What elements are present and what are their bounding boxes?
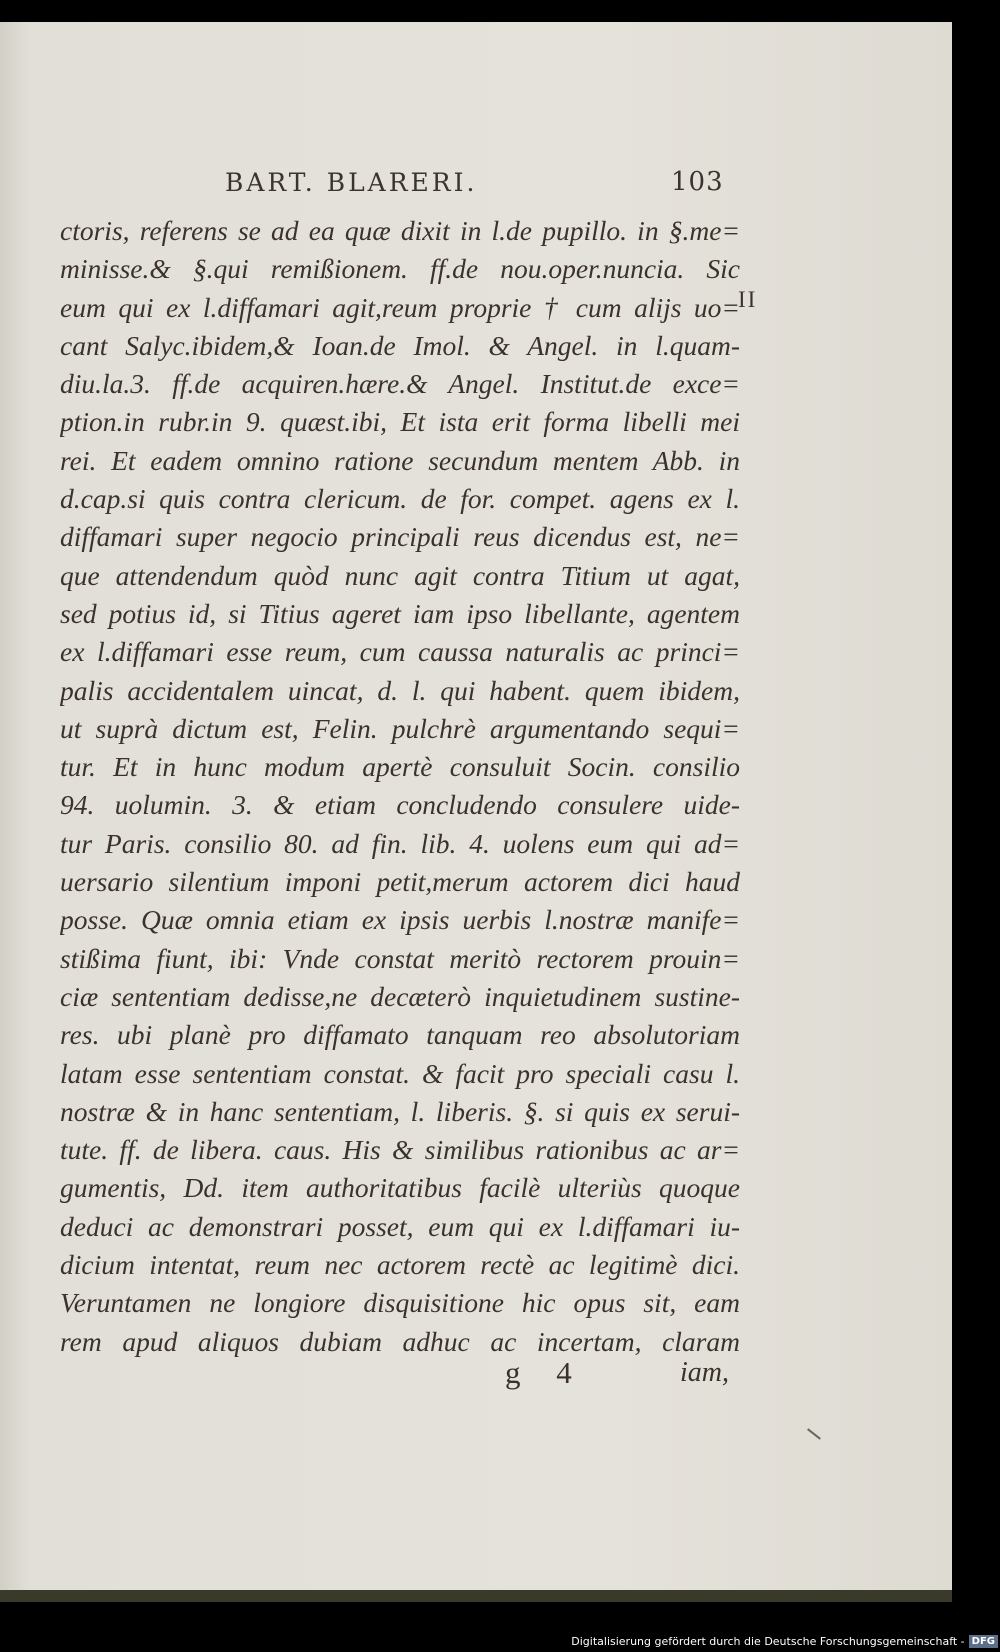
page-footer <box>505 1355 735 1395</box>
text-line: uersario silentium imponi petit,merum actorem dici haud <box>60 866 740 898</box>
text-line: rei. Et eadem omnino ratione secundum mentem Abb. in <box>60 444 740 476</box>
text-line: eum qui ex l.diffamari agit,reum proprie † cum alijs uo= <box>60 291 740 323</box>
pencil-mark <box>807 1428 821 1439</box>
text-line: ctoris, referens se ad ea quæ dixit in l.de pupillo. in §.me= <box>60 215 740 246</box>
page-number: 103 <box>671 167 724 197</box>
body-text <box>60 212 740 1361</box>
page-edge <box>0 1590 952 1602</box>
text-line: deduci ac demonstrari posset, eum qui ex l.diffamari iu- <box>60 1210 740 1242</box>
text-line: rem apud aliquos dubiam adhuc ac incertam, claram <box>60 1325 740 1357</box>
running-head <box>225 168 725 202</box>
text-line: ption.in rubr.in 9. quæst.ibi, Et ista erit forma libelli mei <box>60 406 740 438</box>
text-line: tur. Et in hunc modum apertè consuluit Socin. consilio <box>60 751 740 783</box>
funding-banner <box>571 1632 1000 1650</box>
text-line: ciæ sententiam dedisse,ne decæterò inquietudinem sustine- <box>60 980 740 1012</box>
text-line: diu.la.3. ff.de acquiren.hære.& Angel. Institut.de exce= <box>60 368 740 400</box>
text-line: res. ubi planè pro diffamato tanquam reo absolutoriam <box>60 1019 740 1051</box>
text-line: tute. ff. de libera. caus. His & similibus rationibus ac ar= <box>60 1134 740 1166</box>
text-line: nostræ & in hanc sententiam, l. liberis. §. si quis ex serui- <box>60 1095 740 1127</box>
text-line: posse. Quæ omnia etiam ex ipsis uerbis l.nostræ manife= <box>60 904 740 936</box>
text-line: sed potius id, si Titius ageret iam ipso libellante, agentem <box>60 597 740 629</box>
text-line: 94. uolumin. 3. & etiam concludendo consulere uide- <box>60 789 740 821</box>
text-line: ut suprà dictum est, Felin. pulchrè argumentando sequi= <box>60 712 740 744</box>
text-line: dicium intentat, reum nec actorem rectè ac legitimè dici. <box>60 1249 740 1281</box>
text-line: minisse.& §.qui remißionem. ff.de nou.oper.nuncia. Sic <box>60 253 740 285</box>
text-line: palis accidentalem uincat, d. l. qui habent. quem ibidem, <box>60 674 740 706</box>
text-line: ex l.diffamari esse reum, cum caussa naturalis ac princi= <box>60 636 740 668</box>
text-line: diffamari super negocio principali reus dicendus est, ne= <box>60 521 740 553</box>
text-line: que attendendum quòd nunc agit contra Titium ut agat, <box>60 559 740 591</box>
book-page <box>0 22 952 1602</box>
text-line: d.cap.si quis contra clericum. de for. compet. agens ex l. <box>60 483 740 515</box>
signature-mark: g 4 <box>505 1355 586 1390</box>
catchword: iam, <box>680 1357 729 1388</box>
margin-note: II <box>738 287 758 312</box>
dfg-logo-icon: DFG <box>969 1635 998 1648</box>
text-line: Veruntamen ne longiore disquisitione hic opus sit, eam <box>60 1287 740 1319</box>
text-line: stißima fiunt, ibi: Vnde constat meritò rectorem prouin= <box>60 942 740 974</box>
text-line: tur Paris. consilio 80. ad fin. lib. 4. uolens eum qui ad= <box>60 827 740 859</box>
funding-text: Digitalisierung gefördert durch die Deutsche Forschungsgemeinschaft - <box>571 1634 965 1648</box>
running-title: BART. BLARERI. <box>225 168 478 197</box>
text-line: gumentis, Dd. item authoritatibus facilè ulteriùs quoque <box>60 1172 740 1204</box>
text-line: latam esse sententiam constat. & facit pro speciali casu l. <box>60 1057 740 1089</box>
text-line: cant Salyc.ibidem,& Ioan.de Imol. & Angel. in l.quam- <box>60 329 740 361</box>
